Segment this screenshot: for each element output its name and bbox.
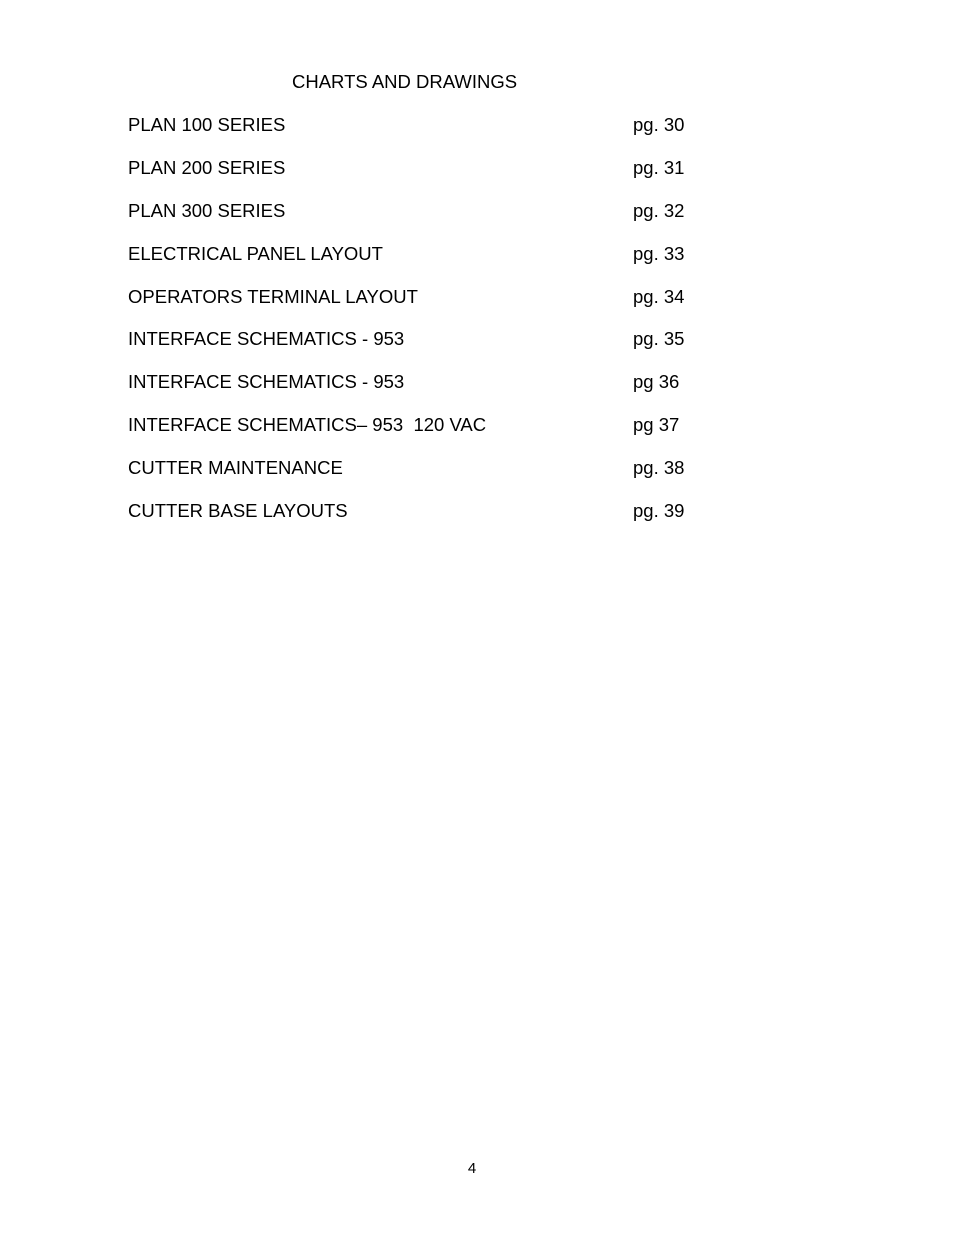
toc-entry-title: PLAN 100 SERIES	[128, 114, 286, 135]
toc-entry-page: pg. 34	[633, 285, 685, 307]
toc-entry-title: ELECTRICAL PANEL LAYOUT	[128, 242, 383, 264]
toc-entry	[128, 286, 728, 329]
toc-entry	[128, 114, 728, 157]
table-of-contents	[128, 114, 728, 543]
toc-entry	[128, 243, 728, 286]
toc-entry-page: pg. 35	[633, 328, 685, 350]
toc-entry	[128, 500, 728, 543]
toc-entry-page: pg. 30	[633, 114, 685, 135]
toc-entry-page: pg 37	[633, 414, 680, 436]
toc-entry-page: pg. 33	[633, 242, 685, 264]
toc-entry-page: pg. 39	[633, 500, 685, 522]
page-number: 4	[467, 1160, 477, 1177]
toc-entry-title: INTERFACE SCHEMATICS - 953	[128, 371, 405, 393]
toc-entry	[128, 157, 728, 200]
section-heading: CHARTS AND DRAWINGS	[292, 71, 518, 92]
toc-entry	[128, 328, 728, 371]
toc-entry	[128, 414, 728, 457]
toc-entry	[128, 457, 728, 500]
toc-entry-title: PLAN 300 SERIES	[128, 199, 286, 221]
toc-entry-title: CUTTER MAINTENANCE	[128, 457, 343, 479]
toc-entry-page: pg 36	[633, 371, 680, 393]
toc-entry-title: PLAN 200 SERIES	[128, 156, 286, 178]
toc-entry-page: pg. 38	[633, 457, 685, 479]
toc-entry-title: INTERFACE SCHEMATICS– 953 120 VAC	[128, 414, 487, 436]
toc-entry-title: OPERATORS TERMINAL LAYOUT	[128, 285, 418, 307]
toc-entry-page: pg. 32	[633, 199, 685, 221]
toc-entry-page: pg. 31	[633, 156, 685, 178]
toc-entry-title: CUTTER BASE LAYOUTS	[128, 500, 348, 522]
toc-entry-title: INTERFACE SCHEMATICS - 953	[128, 328, 405, 350]
toc-entry	[128, 371, 728, 414]
toc-entry	[128, 200, 728, 243]
